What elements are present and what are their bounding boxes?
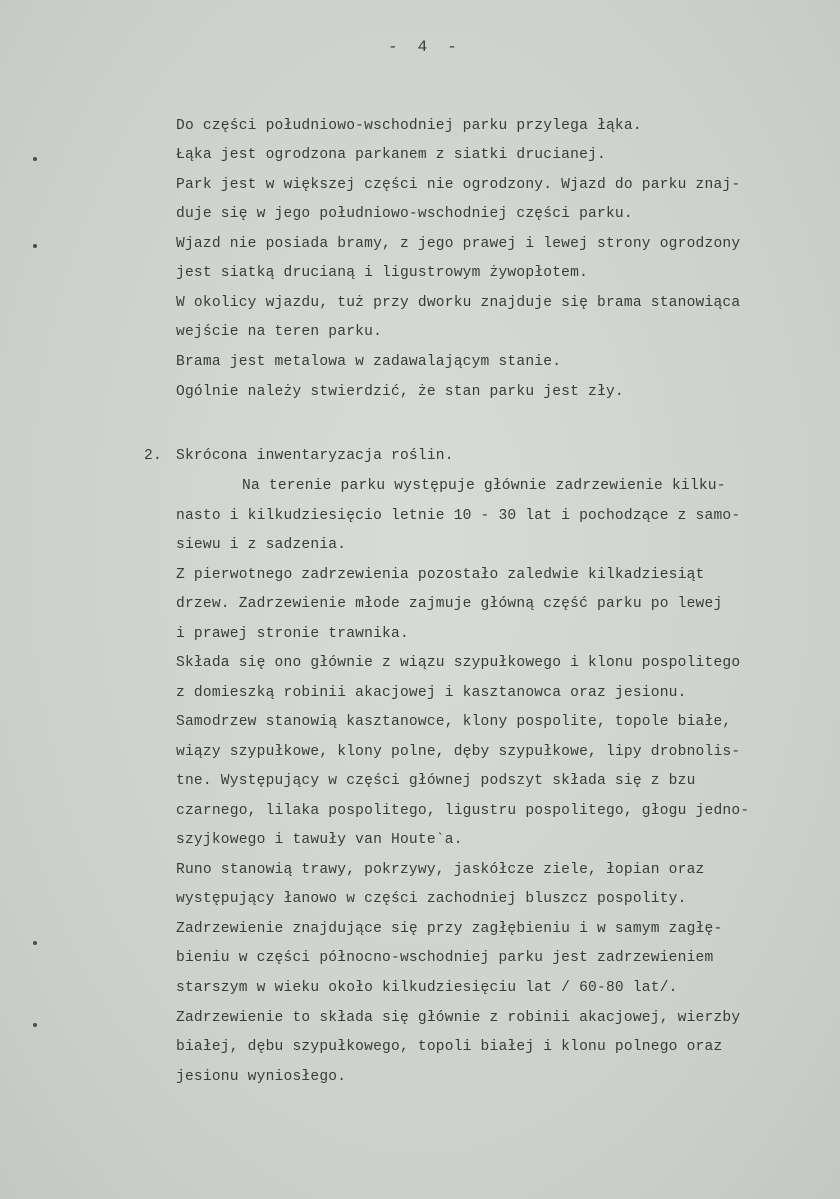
text-line: Park jest w większej części nie ogrodzony. Wjazd do parku znaj- — [176, 177, 741, 193]
text-line: jest siatką drucianą i ligustrowym żywopłotem. — [176, 265, 589, 281]
text-line: Ogólnie należy stwierdzić, że stan parku jest zły. — [176, 384, 624, 400]
text-line: nasto i kilkudziesięcio letnie 10 - 30 lat i pochodzące z samo- — [176, 508, 741, 524]
text-line: Do części południowo-wschodniej parku przylega łąka. — [176, 118, 642, 134]
text-line: jesionu wyniosłego. — [176, 1069, 347, 1085]
text-line: W okolicy wjazdu, tuż przy dworku znajduje się brama stanowiąca — [176, 295, 741, 311]
text-line: starszym w wieku około kilkudziesięciu lat / 60-80 lat/. — [176, 980, 678, 996]
section-number: 2. — [144, 448, 162, 464]
binding-hole-mark — [33, 1023, 37, 1027]
text-line: Z pierwotnego zadrzewienia pozostało zaledwie kilkadziesiąt — [176, 567, 705, 583]
text-line: tne. Występujący w części głównej podszyt składa się z bzu — [176, 773, 696, 789]
text-line: wiązy szypułkowe, klony polne, dęby szypułkowe, lipy drobnolis- — [176, 744, 741, 760]
text-line: występujący łanowo w części zachodniej bluszcz pospolity. — [176, 891, 687, 907]
text-line: Zadrzewienie to składa się głównie z robinii akacjowej, wierzby — [176, 1010, 741, 1026]
text-line: i prawej stronie trawnika. — [176, 626, 409, 642]
text-line: Samodrzew stanowią kasztanowce, klony pospolite, topole białe, — [176, 714, 732, 730]
text-line: Składa się ono głównie z wiązu szypułkowego i klonu pospolitego — [176, 655, 741, 671]
section-heading: Skrócona inwentaryzacja roślin. — [176, 448, 454, 464]
binding-hole-mark — [33, 244, 37, 248]
text-line: duje się w jego południowo-wschodniej części parku. — [176, 206, 633, 222]
text-line: szyjkowego i tawuły van Houte`a. — [176, 832, 463, 848]
text-line: bieniu w części północno-wschodniej parku jest zadrzewieniem — [176, 950, 714, 966]
text-line: Runo stanowią trawy, pokrzywy, jaskółcze ziele, łopian oraz — [176, 862, 705, 878]
text-line: Brama jest metalowa w zadawalającym stanie. — [176, 354, 562, 370]
text-line: białej, dębu szypułkowego, topoli białej i klonu polnego oraz — [176, 1039, 723, 1055]
text-line: Na terenie parku występuje głównie zadrzewienie kilku- — [242, 478, 726, 494]
binding-hole-mark — [33, 941, 37, 945]
text-line: czarnego, lilaka pospolitego, ligustru pospolitego, głogu jedno- — [176, 803, 750, 819]
text-line: z domieszką robinii akacjowej i kasztanowca oraz jesionu. — [176, 685, 687, 701]
text-line: wejście na teren parku. — [176, 324, 383, 340]
text-line: siewu i z sadzenia. — [176, 537, 347, 553]
binding-hole-mark — [33, 157, 37, 161]
text-line: Zadrzewienie znajdujące się przy zagłębieniu i w samym zagłę- — [176, 921, 723, 937]
page-number: - 4 - — [388, 38, 458, 56]
text-line: Wjazd nie posiada bramy, z jego prawej i lewej strony ogrodzony — [176, 236, 741, 252]
text-line: Łąka jest ogrodzona parkanem z siatki drucianej. — [176, 147, 606, 163]
text-line: drzew. Zadrzewienie młode zajmuje główną część parku po lewej — [176, 596, 723, 612]
